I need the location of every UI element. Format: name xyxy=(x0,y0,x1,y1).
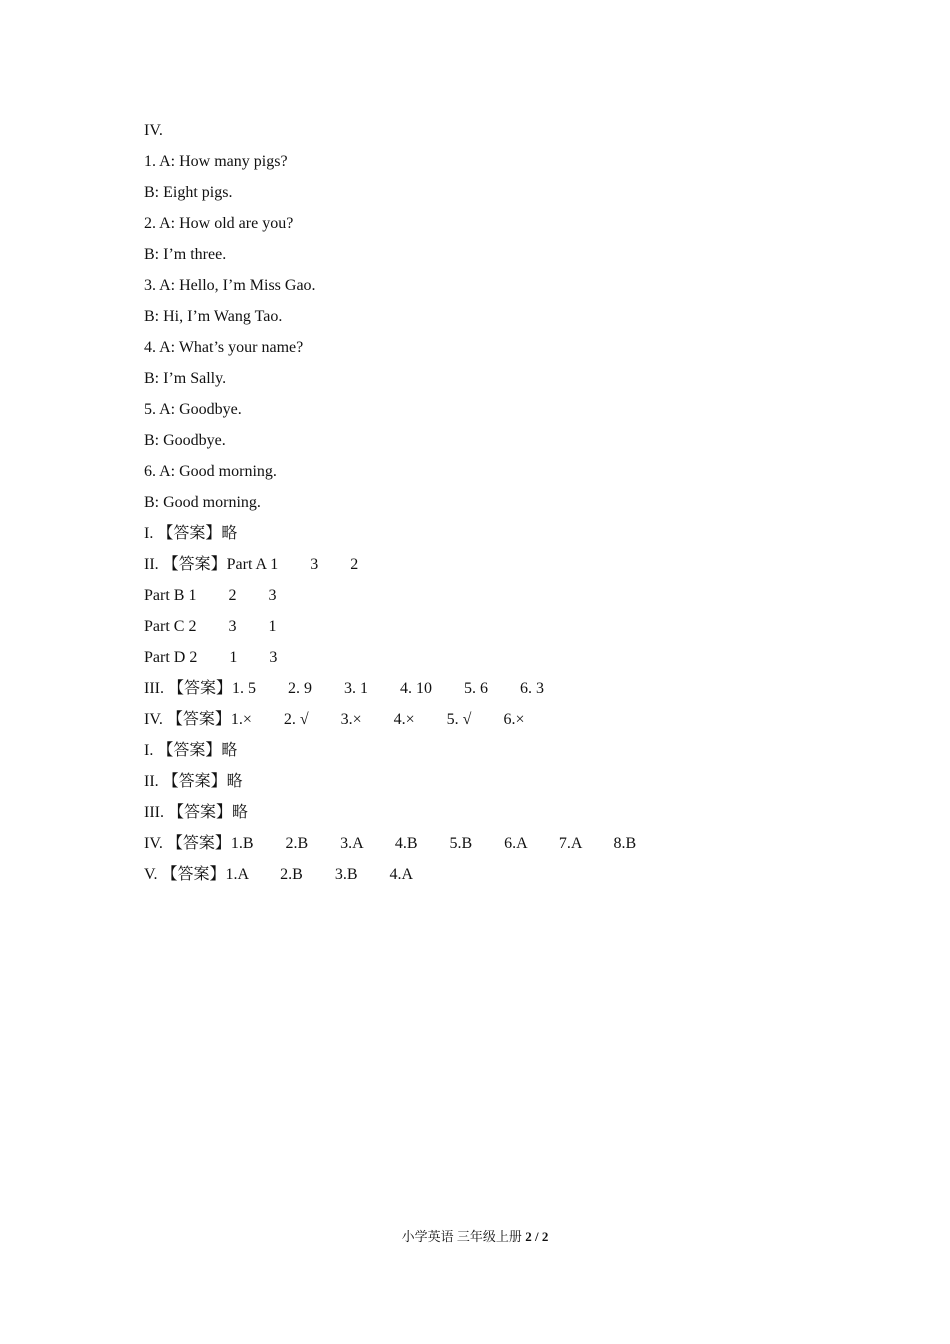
text-line: IV. 【答案】1.B 2.B 3.A 4.B 5.B 6.A 7.A 8.B xyxy=(144,835,637,852)
text-line: Part D 2 1 3 xyxy=(144,649,278,666)
text-line: 6. A: Good morning. xyxy=(144,463,277,480)
text-line: V. 【答案】1.A 2.B 3.B 4.A xyxy=(144,866,414,883)
text-line: 4. A: What’s your name? xyxy=(144,339,304,356)
text-line: B: I’m Sally. xyxy=(144,370,227,387)
text-line: I. 【答案】略 xyxy=(144,742,238,759)
text-line: B: Goodbye. xyxy=(144,432,226,449)
text-line: 5. A: Goodbye. xyxy=(144,401,242,418)
page-number: 2 xyxy=(525,1229,532,1244)
text-line: B: Good morning. xyxy=(144,494,261,511)
text-line: 3. A: Hello, I’m Miss Gao. xyxy=(144,277,316,294)
text-line: Part B 1 2 3 xyxy=(144,587,277,604)
text-line: 1. A: How many pigs? xyxy=(144,153,288,170)
page-total: 2 xyxy=(541,1229,549,1244)
text-line: B: Eight pigs. xyxy=(144,184,233,201)
text-line: Part C 2 3 1 xyxy=(144,618,277,635)
text-line: III. 【答案】略 xyxy=(144,804,248,821)
text-line: IV. 【答案】1.× 2. √ 3.× 4.× 5. √ 6.× xyxy=(144,711,525,728)
text-line: I. 【答案】略 xyxy=(144,525,238,542)
text-line: II. 【答案】略 xyxy=(144,773,243,790)
text-line: B: I’m three. xyxy=(144,246,227,263)
page-footer xyxy=(0,1227,950,1247)
footer-title: 小学英语 三年级上册 xyxy=(401,1229,522,1244)
text-line: IV. xyxy=(144,122,163,139)
text-line: B: Hi, I’m Wang Tao. xyxy=(144,308,283,325)
text-line: II. 【答案】Part A 1 3 2 xyxy=(144,556,359,573)
answer-key-body xyxy=(144,118,636,893)
text-line: 2. A: How old are you? xyxy=(144,215,294,232)
text-line: III. 【答案】1. 5 2. 9 3. 1 4. 10 5. 6 6. 3 xyxy=(144,680,544,697)
page-separator: / xyxy=(534,1229,539,1244)
